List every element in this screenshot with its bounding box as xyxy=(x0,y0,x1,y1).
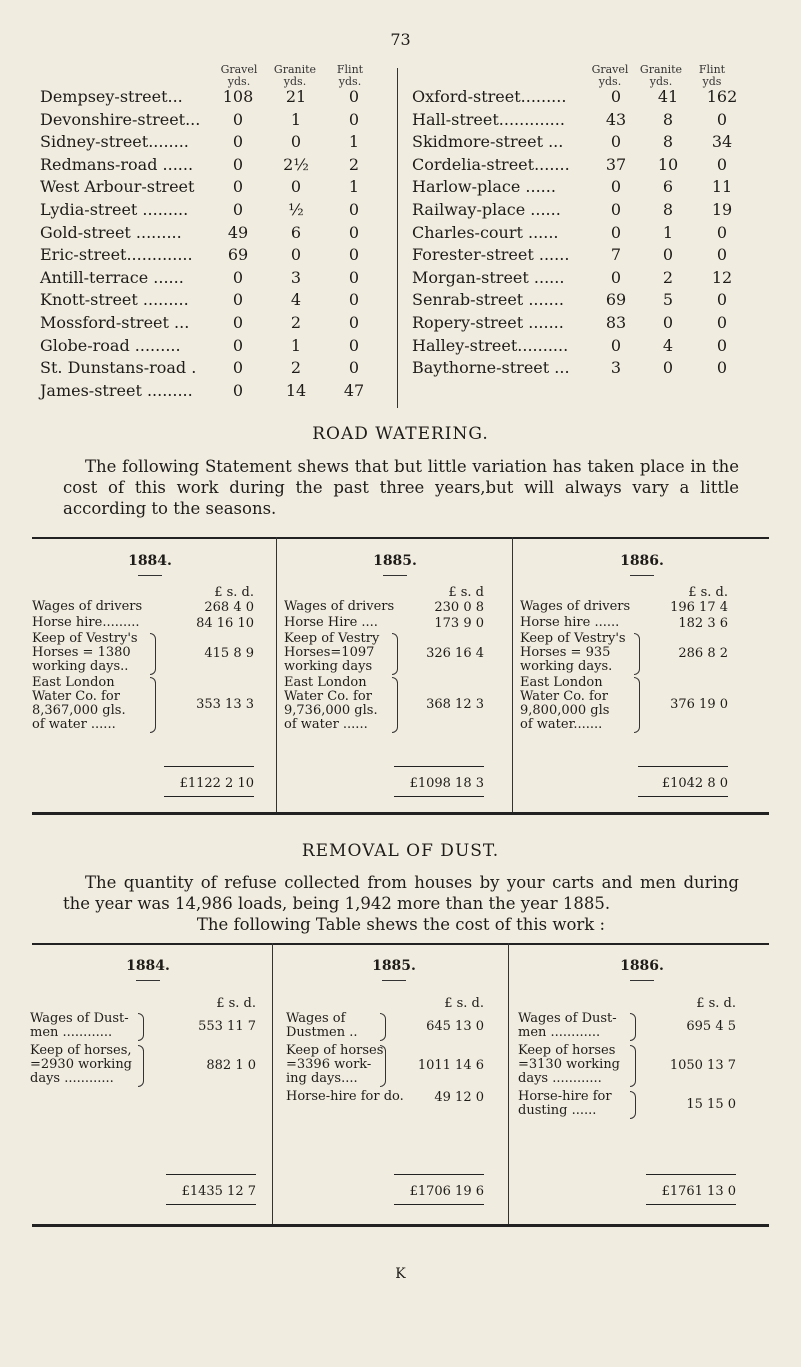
gravel-value: 0 xyxy=(232,313,244,332)
table-row xyxy=(40,86,400,108)
brace xyxy=(138,1013,144,1041)
table-row xyxy=(412,335,772,357)
item-amount: 553 11 7 xyxy=(198,1019,256,1034)
street-name: Forester-street ...... xyxy=(412,245,570,265)
year-heading: 1886. xyxy=(620,958,664,974)
street-name: Senrab-street ....... xyxy=(412,290,564,310)
item-amount: 368 12 3 xyxy=(426,697,484,712)
granite-value: 8 xyxy=(662,109,674,129)
header-flint-left: Flint yds. xyxy=(336,63,364,88)
item-label: East London xyxy=(520,675,603,690)
road-watering-divider-1 xyxy=(276,537,277,812)
item-label: Wages of drivers xyxy=(32,599,143,614)
gravel-value: 0 xyxy=(232,267,244,287)
table-row xyxy=(412,154,772,176)
item-amount: 1050 13 7 xyxy=(669,1058,736,1073)
granite-value: 2 xyxy=(662,267,674,287)
item-label: Horses = 1380 xyxy=(32,645,131,660)
flint-value: 0 xyxy=(348,222,360,242)
item-label: Wages of drivers xyxy=(520,599,631,614)
gravel-value: 0 xyxy=(232,154,244,174)
gravel-value: 0 xyxy=(232,132,244,152)
gravel-value: 0 xyxy=(232,200,244,219)
granite-value: 14 xyxy=(285,380,307,400)
item-amount: 286 8 2 xyxy=(678,646,728,661)
total-amount: £1098 18 3 xyxy=(409,776,484,791)
item-label: Horse-hire for xyxy=(518,1089,612,1104)
item-label: =2930 working xyxy=(30,1057,133,1072)
granite-value: 41 xyxy=(657,87,679,106)
item-label: =3396 work- xyxy=(286,1057,372,1072)
currency-units: £ s. d. xyxy=(688,585,728,600)
item-label: of water ...... xyxy=(32,717,116,732)
flint-value: 11 xyxy=(711,177,733,197)
item-amount: 84 16 10 xyxy=(196,616,254,631)
table-row xyxy=(40,199,400,221)
total-underline xyxy=(646,1204,736,1205)
brace xyxy=(138,1045,144,1087)
flint-value: 1 xyxy=(348,132,360,152)
table-row xyxy=(412,312,772,334)
item-label: 9,800,000 gls xyxy=(520,703,610,718)
flint-value: 162 xyxy=(706,87,738,106)
gravel-value: 0 xyxy=(232,109,244,129)
item-label: Keep of Vestry's xyxy=(520,631,626,646)
granite-value: 4 xyxy=(662,335,674,355)
page-number: 73 xyxy=(390,30,411,49)
road-watering-paragraph: The following Statement shews that but little variation has taken place in the cost of this work during the past three years,but will always vary a little according to the seasons. xyxy=(63,457,739,518)
total-underline xyxy=(166,1204,256,1205)
item-amount: 173 9 0 xyxy=(434,616,484,631)
street-name: Halley-street.......... xyxy=(412,335,569,355)
total-underline xyxy=(394,796,484,797)
table-row xyxy=(40,312,400,334)
header-flint-right: Flint yds xyxy=(698,63,726,88)
road-watering-divider-2 xyxy=(512,537,513,812)
item-label: Dustmen .. xyxy=(286,1025,358,1040)
flint-value: 0 xyxy=(716,245,728,265)
table-row xyxy=(40,176,400,198)
item-label: East London xyxy=(284,675,367,690)
item-label: men ............ xyxy=(30,1025,113,1040)
item-label: working days xyxy=(284,659,373,674)
total-rule xyxy=(394,766,484,767)
street-name: Globe-road ......... xyxy=(40,335,181,355)
total-underline xyxy=(164,796,254,797)
signature-mark: K xyxy=(395,1266,406,1282)
total-amount: £1435 12 7 xyxy=(181,1184,256,1199)
street-name: Ropery-street ....... xyxy=(412,313,564,332)
total-amount: £1706 19 6 xyxy=(409,1184,484,1199)
flint-value: 0 xyxy=(716,222,728,242)
table-row xyxy=(412,176,772,198)
total-amount: £1042 8 0 xyxy=(661,776,728,791)
flint-value: 0 xyxy=(348,200,360,219)
granite-value: 2 xyxy=(290,358,302,378)
item-label: 9,736,000 gls. xyxy=(284,703,378,718)
street-name: Skidmore-street ... xyxy=(412,132,564,152)
item-label: days ............ xyxy=(30,1071,114,1086)
year-underline xyxy=(136,980,160,981)
granite-value: 21 xyxy=(285,87,307,106)
item-label: Horses=1097 xyxy=(284,645,375,660)
street-name: Hall-street............. xyxy=(412,109,565,129)
item-label: Keep of Vestry's xyxy=(32,631,138,646)
gravel-value: 0 xyxy=(232,290,244,310)
flint-value: 12 xyxy=(711,267,733,287)
total-underline xyxy=(394,1204,484,1205)
granite-value: 8 xyxy=(662,200,674,219)
item-amount: 882 1 0 xyxy=(206,1058,256,1073)
granite-value: 0 xyxy=(662,245,674,265)
removal-of-dust-table-intro: The following Table shews the cost of this work : xyxy=(196,915,606,934)
gravel-value: 69 xyxy=(227,245,249,265)
item-amount: 353 13 3 xyxy=(196,697,254,712)
year-underline xyxy=(382,980,406,981)
item-amount: 268 4 0 xyxy=(204,600,254,615)
flint-value: 2 xyxy=(348,154,360,174)
table-row xyxy=(40,109,400,131)
gravel-value: 0 xyxy=(610,267,622,287)
table-row xyxy=(412,357,772,379)
gravel-value: 0 xyxy=(232,177,244,197)
flint-value: 0 xyxy=(716,358,728,378)
granite-value: 8 xyxy=(662,132,674,152)
header-granite-left: Granite yds. xyxy=(273,63,317,88)
granite-value: 1 xyxy=(662,222,674,242)
gravel-value: 43 xyxy=(605,109,627,129)
dust-top-rule xyxy=(32,943,769,945)
street-name: Sidney-street........ xyxy=(40,132,189,152)
street-name: Morgan-street ...... xyxy=(412,267,565,287)
total-rule xyxy=(164,766,254,767)
flint-value: 1 xyxy=(348,177,360,197)
street-name: Charles-court ...... xyxy=(412,222,559,242)
gravel-value: 7 xyxy=(610,245,622,265)
item-label: Horses = 935 xyxy=(520,645,611,660)
year-underline xyxy=(138,575,162,576)
flint-value: 0 xyxy=(716,290,728,310)
street-name: West Arbour-street xyxy=(40,177,195,197)
road-watering-top-rule xyxy=(32,537,769,539)
flint-value: 19 xyxy=(711,200,733,219)
item-label: Horse-hire for do. xyxy=(286,1089,404,1104)
item-amount: 1011 14 6 xyxy=(417,1058,484,1073)
street-name: Baythorne-street ... xyxy=(412,358,570,378)
flint-value: 0 xyxy=(348,335,360,355)
currency-units: £ s. d. xyxy=(444,996,484,1011)
road-watering-bottom-rule xyxy=(32,812,769,815)
street-name: Cordelia-street....... xyxy=(412,154,570,174)
table-row xyxy=(40,222,400,244)
granite-value: 3 xyxy=(290,267,302,287)
table-row xyxy=(40,357,400,379)
table-row xyxy=(412,131,772,153)
granite-value: 6 xyxy=(662,177,674,197)
item-label: Wages of Dust- xyxy=(518,1011,617,1026)
year-heading: 1884. xyxy=(126,958,170,974)
table-row xyxy=(412,199,772,221)
flint-value: 0 xyxy=(348,245,360,265)
table-row xyxy=(412,222,772,244)
granite-value: 2½ xyxy=(283,154,309,174)
materials-table xyxy=(0,0,801,420)
gravel-value: 0 xyxy=(610,335,622,355)
item-label: Keep of Vestry xyxy=(284,631,380,646)
item-label: working days.. xyxy=(32,659,129,674)
granite-value: 0 xyxy=(290,245,302,265)
flint-value: 47 xyxy=(343,380,365,400)
item-label: Horse hire ...... xyxy=(520,615,620,630)
gravel-value: 49 xyxy=(227,222,249,242)
item-amount: 326 16 4 xyxy=(426,646,484,661)
table-row xyxy=(412,244,772,266)
granite-value: ½ xyxy=(288,200,304,219)
item-label: Wages of xyxy=(286,1011,346,1026)
dust-bottom-rule xyxy=(32,1224,769,1227)
item-label: of water ...... xyxy=(284,717,368,732)
street-name: Knott-street ......... xyxy=(40,290,189,310)
granite-value: 2 xyxy=(290,313,302,332)
total-rule xyxy=(638,766,728,767)
flint-value: 0 xyxy=(348,358,360,378)
street-name: James-street ......... xyxy=(40,380,193,400)
flint-value: 0 xyxy=(348,290,360,310)
year-heading: 1886. xyxy=(620,553,664,569)
year-heading: 1885. xyxy=(372,958,416,974)
flint-value: 0 xyxy=(348,267,360,287)
flint-value: 0 xyxy=(716,335,728,355)
item-label: men ............ xyxy=(518,1025,601,1040)
item-amount: 196 17 4 xyxy=(670,600,728,615)
street-name: Mossford-street ... xyxy=(40,313,190,332)
granite-value: 0 xyxy=(290,132,302,152)
granite-value: 1 xyxy=(290,335,302,355)
table-row xyxy=(40,267,400,289)
table-row xyxy=(412,289,772,311)
item-label: Water Co. for xyxy=(520,689,608,704)
table-row xyxy=(412,109,772,131)
street-name: Redmans-road ...... xyxy=(40,154,194,174)
total-amount: £1122 2 10 xyxy=(179,776,254,791)
table-row xyxy=(412,267,772,289)
year-underline xyxy=(383,575,407,576)
header-gravel-right: Gravel yds. xyxy=(591,63,629,88)
table-row xyxy=(40,335,400,357)
item-amount: 182 3 6 xyxy=(678,616,728,631)
year-underline xyxy=(630,980,654,981)
flint-value: 0 xyxy=(716,154,728,174)
header-granite-right: Granite yds. xyxy=(639,63,683,88)
gravel-value: 3 xyxy=(610,358,622,378)
granite-value: 5 xyxy=(662,290,674,310)
gravel-value: 37 xyxy=(605,154,627,174)
item-label: ing days.... xyxy=(286,1071,358,1086)
item-label: Wages of drivers xyxy=(284,599,395,614)
total-underline xyxy=(638,796,728,797)
street-name: St. Dunstans-road . xyxy=(40,358,197,378)
item-label: Keep of horses xyxy=(286,1043,384,1058)
flint-value: 0 xyxy=(348,313,360,332)
removal-of-dust-title: REMOVAL OF DUST. xyxy=(301,841,500,861)
item-label: Water Co. for xyxy=(32,689,120,704)
item-label: Keep of horses, xyxy=(30,1043,132,1058)
street-name: Gold-street ......... xyxy=(40,222,182,242)
header-gravel-left: Gravel yds. xyxy=(220,63,258,88)
table-row xyxy=(40,154,400,176)
item-label: working days. xyxy=(520,659,613,674)
gravel-value: 0 xyxy=(610,177,622,197)
flint-value: 34 xyxy=(711,132,733,152)
street-name: Harlow-place ...... xyxy=(412,177,556,197)
flint-value: 0 xyxy=(716,109,728,129)
item-label: Water Co. for xyxy=(284,689,372,704)
item-label: of water....... xyxy=(520,717,603,732)
street-name: Lydia-street ......... xyxy=(40,200,189,219)
road-watering-title: ROAD WATERING. xyxy=(312,424,489,444)
dust-divider-1 xyxy=(272,943,273,1225)
item-label: 8,367,000 gls. xyxy=(32,703,126,718)
street-name: Eric-street............. xyxy=(40,245,193,265)
table-row xyxy=(40,289,400,311)
item-amount: 49 12 0 xyxy=(434,1090,484,1105)
currency-units: £ s. d. xyxy=(216,996,256,1011)
item-amount: 695 4 5 xyxy=(686,1019,736,1034)
total-amount: £1761 13 0 xyxy=(661,1184,736,1199)
item-label: dusting ...... xyxy=(518,1103,597,1118)
street-name: Oxford-street......... xyxy=(412,87,567,106)
gravel-value: 0 xyxy=(232,380,244,400)
total-rule xyxy=(646,1174,736,1175)
street-name: Antill-terrace ...... xyxy=(40,267,184,287)
item-amount: 230 0 8 xyxy=(434,600,484,615)
item-label: East London xyxy=(32,675,115,690)
table-row xyxy=(40,244,400,266)
table-row xyxy=(40,131,400,153)
flint-value: 0 xyxy=(348,87,360,106)
item-label: days ............ xyxy=(518,1071,602,1086)
year-heading: 1884. xyxy=(128,553,172,569)
table-row xyxy=(412,86,772,108)
year-heading: 1885. xyxy=(373,553,417,569)
item-amount: 645 13 0 xyxy=(426,1019,484,1034)
gravel-value: 108 xyxy=(222,87,254,106)
gravel-value: 0 xyxy=(610,132,622,152)
item-label: Wages of Dust- xyxy=(30,1011,129,1026)
item-amount: 376 19 0 xyxy=(670,697,728,712)
street-name: Dempsey-street... xyxy=(40,87,183,106)
item-amount: 415 8 9 xyxy=(204,646,254,661)
granite-value: 1 xyxy=(290,109,302,129)
removal-of-dust-paragraph: The quantity of refuse collected from houses by your carts and men during the year was 14,986 loads, being 1,942 more than the year 1885. xyxy=(63,873,739,913)
gravel-value: 0 xyxy=(610,87,622,106)
currency-units: £ s. d. xyxy=(214,585,254,600)
currency-units: £ s. d xyxy=(448,585,484,600)
table-row xyxy=(40,380,400,402)
granite-value: 0 xyxy=(662,313,674,332)
item-amount: 15 15 0 xyxy=(686,1097,736,1112)
gravel-value: 0 xyxy=(232,358,244,378)
street-name: Railway-place ...... xyxy=(412,200,561,219)
item-label: Keep of horses xyxy=(518,1043,616,1058)
currency-units: £ s. d. xyxy=(696,996,736,1011)
flint-value: 0 xyxy=(716,313,728,332)
gravel-value: 0 xyxy=(610,222,622,242)
granite-value: 0 xyxy=(662,358,674,378)
flint-value: 0 xyxy=(348,109,360,129)
year-underline xyxy=(630,575,654,576)
item-label: Horse hire......... xyxy=(32,615,140,630)
total-rule xyxy=(394,1174,484,1175)
gravel-value: 69 xyxy=(605,290,627,310)
item-label: =3130 working xyxy=(518,1057,621,1072)
gravel-value: 0 xyxy=(232,335,244,355)
street-name: Devonshire-street... xyxy=(40,109,201,129)
gravel-value: 83 xyxy=(605,313,627,332)
granite-value: 0 xyxy=(290,177,302,197)
total-rule xyxy=(166,1174,256,1175)
granite-value: 4 xyxy=(290,290,302,310)
granite-value: 6 xyxy=(290,222,302,242)
dust-divider-2 xyxy=(508,943,509,1225)
gravel-value: 0 xyxy=(610,200,622,219)
granite-value: 10 xyxy=(657,154,679,174)
item-label: Horse Hire .... xyxy=(284,615,378,630)
